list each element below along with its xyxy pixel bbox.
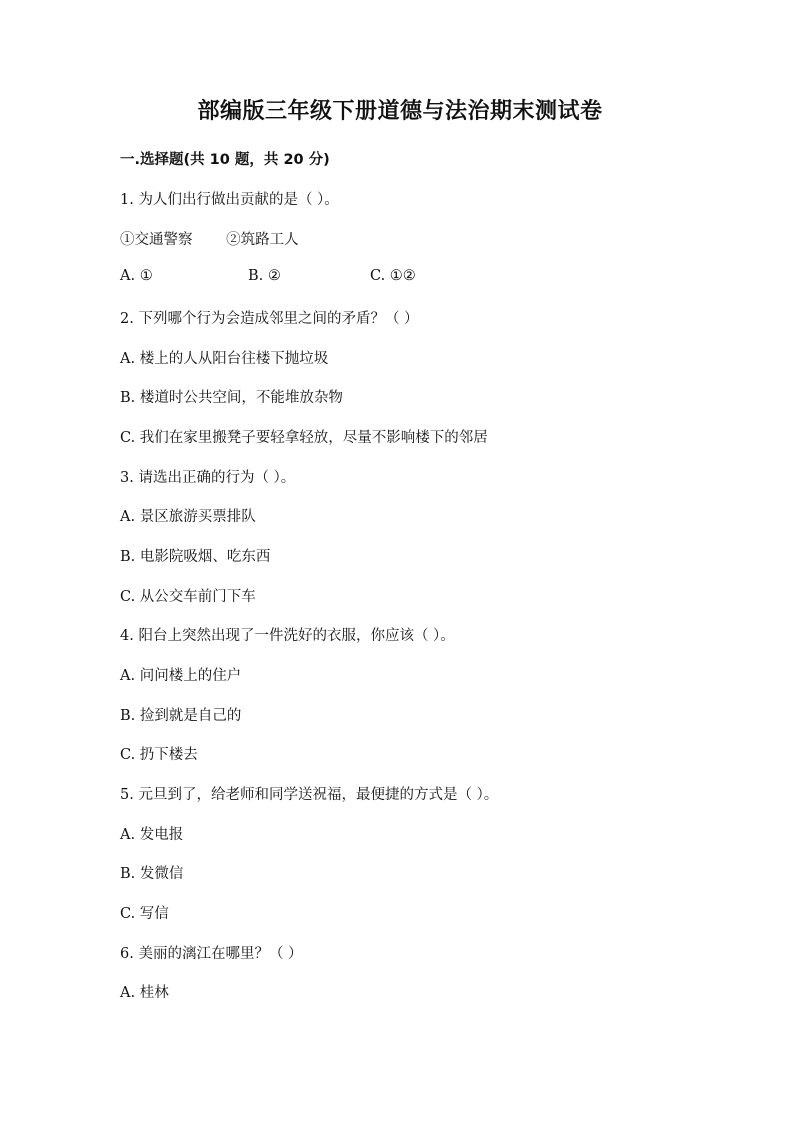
question-3-stem: 3. 请选出正确的行为（ ）。 (120, 470, 296, 486)
question-5-option-c: C. 写信 (120, 906, 169, 922)
question-2-option-a: A. 楼上的人从阳台往楼下抛垃圾 (120, 351, 329, 367)
question-2-option-b: B. 楼道时公共空间，不能堆放杂物 (120, 390, 343, 406)
question-1-option-b: B. ② (248, 268, 281, 284)
question-3-option-a: A. 景区旅游买票排队 (120, 509, 256, 525)
question-3-option-c: C. 从公交车前门下车 (120, 589, 256, 605)
question-2-option-c: C. 我们在家里搬凳子要轻拿轻放，尽量不影响楼下的邻居 (120, 430, 488, 446)
question-4-option-a: A. 问问楼上的住户 (120, 668, 242, 684)
question-5-option-b: B. 发微信 (120, 866, 184, 882)
question-5-option-a: A. 发电报 (120, 827, 184, 843)
question-6-option-a: A. 桂林 (120, 985, 169, 1001)
question-1-stem: 1. 为人们出行做出贡献的是（ ）。 (120, 192, 339, 208)
question-1-option-c: C. ①② (370, 268, 416, 284)
question-5-stem: 5. 元旦到了，给老师和同学送祝福，最便捷的方式是（ ）。 (120, 787, 499, 803)
page-title: 部编版三年级下册道德与法治期末测试卷 (197, 99, 603, 124)
question-6-stem: 6. 美丽的漓江在哪里？（ ） (120, 946, 303, 962)
question-1-items: ①交通警察 ②筑路工人 (120, 232, 299, 248)
question-4-option-b: B. 捡到就是自己的 (120, 708, 242, 724)
question-1-option-a: A. ① (120, 268, 153, 284)
question-4-option-c: C. 扔下楼去 (120, 747, 198, 763)
question-3-option-b: B. 电影院吸烟、吃东西 (120, 549, 271, 565)
section-heading: 一.选择题(共 10 题，共 20 分) (120, 152, 330, 168)
question-4-stem: 4. 阳台上突然出现了一件洗好的衣服，你应该（ ）。 (120, 628, 455, 644)
question-2-stem: 2. 下列哪个行为会造成邻里之间的矛盾？（ ） (120, 311, 419, 327)
